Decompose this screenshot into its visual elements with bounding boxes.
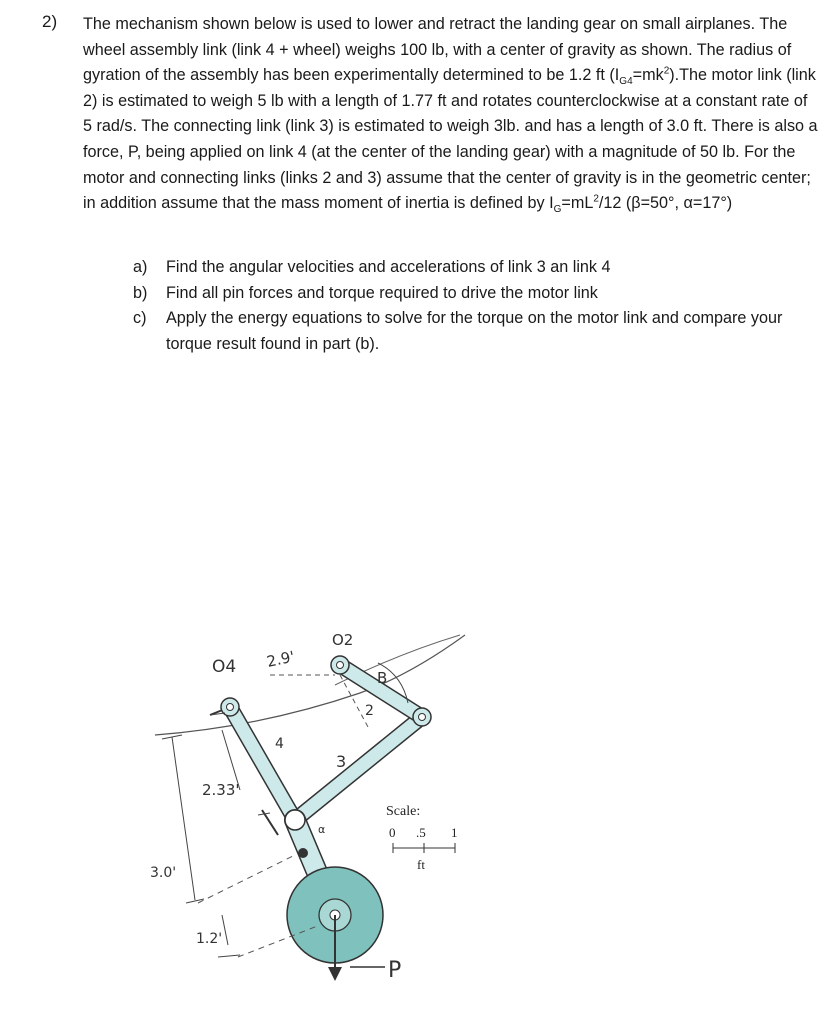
part-c <box>133 306 823 357</box>
dashed-line-cg <box>198 855 295 903</box>
scale-unit: ft <box>417 857 425 872</box>
center-of-gravity <box>298 848 308 858</box>
label-o2: O2 <box>332 631 354 649</box>
problem-text-5: /12 (β=50°, α=17°) <box>598 194 733 213</box>
problem-text-1: The mechanism shown below is used to lower and retract the landing gear on small airplanes. The wheel assembly link (link 4 + wheel) weighs 100 lb, with a center of gravity as shown. The radius of gyration of the assembly has been experimentally determined to be 1.2 ft (I <box>83 15 792 85</box>
label-beta: B <box>377 669 388 687</box>
pivot-3-4 <box>285 810 305 830</box>
part-label: a) <box>133 258 148 276</box>
scale-tick-label-0: 0 <box>389 825 396 840</box>
question-number: 2) <box>42 12 58 31</box>
problem-sup-1: 2 <box>663 65 670 77</box>
pivot-2-3-center <box>419 714 426 721</box>
label-dim-30: 3.0' <box>150 865 177 881</box>
label-dim-12: 1.2' <box>196 931 223 947</box>
force-p-arrowhead <box>328 967 342 981</box>
problem-statement <box>83 12 818 217</box>
link-4-upper <box>230 707 295 820</box>
parts-list <box>133 255 823 357</box>
scale-title: Scale: <box>386 804 421 819</box>
part-text: Find the angular velocities and accelerations of link 3 an link 4 <box>166 258 611 276</box>
label-force-p: P <box>388 958 402 983</box>
problem-text-3: ).The motor link (link 2) is estimated to weigh 5 lb with a length of 1.77 ft and rotates counterclockwise at a constant rate of 5 rad/s. The connecting link (link 3) is estimated to weigh 3lb. and has a length of 3.0 ft. There is also a force, P, being applied on link 4 (at the center of the landing gear) with a magnitude of 50 lb. For the motor and connecting links (links 2 and 3) assume that the center of gravity is in the geometric center; in addition assume that the mass moment of inertia is defined by I <box>83 66 818 213</box>
problem-sub-g4: G4 <box>619 76 633 88</box>
pivot-o2-center <box>337 662 344 669</box>
label-link-4: 4 <box>275 736 284 752</box>
problem-text-4: =mL <box>561 194 594 213</box>
label-link-2: 2 <box>365 703 374 719</box>
pivot-o4-center <box>227 704 234 711</box>
part-a <box>133 255 823 281</box>
part-label: b) <box>133 283 148 302</box>
label-o4: O4 <box>212 657 237 677</box>
label-link-3: 3 <box>336 752 347 771</box>
part-text: Find all pin forces and torque required to drive the motor link <box>166 283 598 302</box>
label-alpha: α <box>318 823 326 836</box>
part-b <box>133 281 823 307</box>
scale-tick-label-1: 1 <box>451 825 458 840</box>
landing-gear-figure <box>110 615 490 1015</box>
problem-sup-2: 2 <box>593 193 599 205</box>
dim-12-line <box>222 915 228 945</box>
dim-12-tick-bottom <box>218 955 240 957</box>
part-text: Apply the energy equations to solve for the torque on the motor link and compare your torque result found in part (b). <box>166 309 783 353</box>
mechanism-diagram <box>110 615 490 1015</box>
scale-tick-label-half: .5 <box>416 825 426 840</box>
problem-sub-g: G <box>553 204 562 216</box>
label-dim-top: 2.9' <box>265 647 297 671</box>
label-dim-233: 2.33' <box>202 781 240 799</box>
part-label: c) <box>133 309 147 328</box>
problem-text-2: =mk <box>632 66 664 85</box>
